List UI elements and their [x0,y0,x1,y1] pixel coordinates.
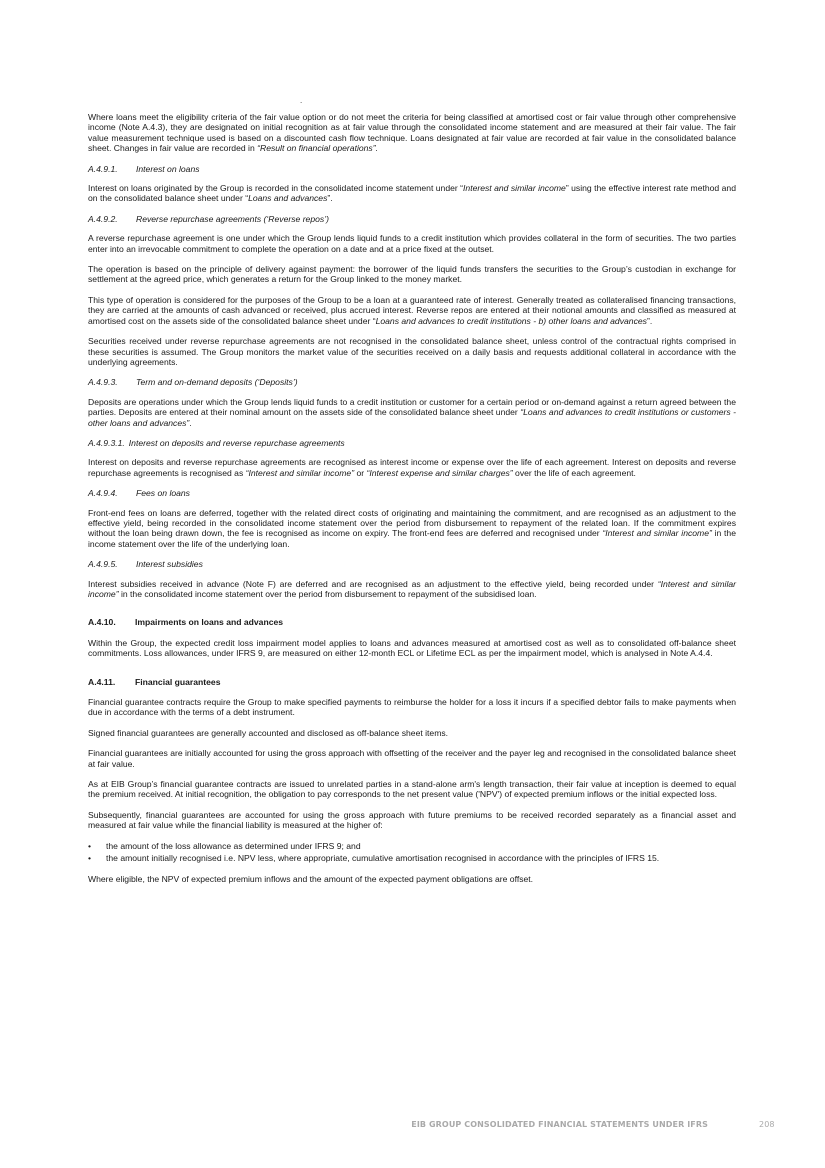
paragraph-reverse-repo-treatment: This type of operation is considered for the purposes of the Group to be a loan at a guaranteed rate of interest. Generally treated as collateralised financing transactions, they are carried at the amounts of cash advanced or received, plus accrued interest. Reverse repos are entered at their notional amounts and classified as measured at amortised cost on the assets side of the consolidated balance sheet under “Loans and advances to credit institutions - b) other loans and advances”. [88,294,736,326]
subsection-heading-a4931: A.4.9.3.1. Interest on deposits and reverse repurchase agreements [88,437,345,448]
subsection-heading-a493: A.4.9.3. Term and on-demand deposits (‘Deposits’) [88,377,298,388]
paragraph-reverse-repo-securities: Securities received under reverse repurchase agreements are not recognised in the consolidated balance sheet, unless control of the contractual rights comprised in these securities is assumed. The Group monitors the market value of the securities received on a daily basis and requests additional collateral in accordance with the underlying agreements. [88,336,736,367]
paragraph-impairments: Within the Group, the expected credit loss impairment model applies to loans and advances measured at amortised cost as well as to consolidated off-balance sheet commitments. Loss allowances, under IFRS 9, are measured on either 12-month ECL or Lifetime ECL as per the impairment model, which is analysed in Note A.4.4. [88,637,736,659]
document-body [88,112,736,894]
section-heading-a410: A.4.10. Impairments on loans and advances [88,617,284,628]
paragraph-interest-subsidies: Interest subsidies received in advance (Note F) are deferred and are recognised as an adjustment to the effective yield, being recorded under “Interest and similar income” in the consolidated income statement over the period from disbursement to repayment of the subsidised loan. [88,578,736,599]
subsection-heading-a492: A.4.9.2. Reverse repurchase agreements (‘Reverse repos’) [88,213,329,224]
stray-mark: . [300,96,303,105]
paragraph-guarantee-subsequent: Subsequently, financial guarantees are accounted for using the gross approach with future premiums to be received recorded separately as a financial asset and measured at fair value while the financial liability is measured at the higher of: [88,809,736,831]
page-number: 208 [759,1120,775,1129]
paragraph-guarantee-definition: Financial guarantee contracts require the Group to make specified payments to reimburse the holder for a loss it incurs if a specified debtor fails to make payments when due in accordance with the terms of a debt instrument. [88,697,736,718]
paragraph-interest-on-loans: Interest on loans originated by the Group is recorded in the consolidated income statement under “Interest and similar income” using the effective interest rate method and on the consolidated balance sheet under “Loans and advances”. [88,183,736,204]
list-item: • the amount of the loss allowance as determined under IFRS 9; and [88,841,736,851]
paragraph-guarantee-off-balance: Signed financial guarantees are generally accounted and disclosed as off-balance sheet items. [88,727,449,738]
subsection-heading-a495: A.4.9.5. Interest subsidies [88,559,203,570]
paragraph-guarantee-fair-value: As at EIB Group’s financial guarantee contracts are issued to unrelated parties in a stand-alone arm's length transaction, their fair value at inception is deemed to equal the premium received. At initial recognition, the obligation to pay corresponds to the net present value ('NPV') of expected premium inflows or the initial expected loss. [88,779,736,800]
paragraph-reverse-repo-definition: A reverse repurchase agreement is one under which the Group lends liquid funds to a credit institution which provides collateral in the form of securities. The two parties enter into an irrevocable commitment to complete the operation on a date and at a price fixed at the outset. [88,233,736,254]
paragraph-guarantee-initial: Financial guarantees are initially accounted for using the gross approach with offsetting of the receiver and the payer leg and recognised in the consolidated balance sheet at fair value. [88,748,736,769]
paragraph-deposits: Deposits are operations under which the Group lends liquid funds to a credit institution or customer for a certain period or on-demand against a return agreed between the parties. Deposits are entered at their nominal amount on the assets side of the consolidated balance sheet under “Loans and advances to credit institutions or customers - other loans and advances”. [88,396,736,428]
guarantee-measurement-list [88,841,736,864]
paragraph-guarantee-offset: Where eligible, the NPV of expected premium inflows and the amount of the expected payment obligations are offset. [88,873,534,884]
list-item: • the amount initially recognised i.e. NPV less, where appropriate, cumulative amortisation recognised in accordance with the principles of IFRS 15. [88,853,736,863]
paragraph-reverse-repo-operation: The operation is based on the principle of delivery against payment: the borrower of the liquid funds transfers the securities to the Group’s custodian in exchange for settlement at the agreed price, which generates a return for the Group linked to the money market. [88,264,736,285]
paragraph-interest-on-deposits: Interest on deposits and reverse repurchase agreements are recognised as interest income or expense over the life of each agreement. Interest on deposits and reverse repurchase agreements is recognised as “Interest and similar income” or “Interest expense and similar charges” over the life of each agreement. [88,457,736,478]
paragraph-fees-on-loans: Front-end fees on loans are deferred, together with the related direct costs of originating and maintaining the commitment, and are recognised as an adjustment to the effective yield, being recorded in the consolidated income statement over the period from disbursement to repayment of the related loan. If the commitment expires without the loan being drawn down, the fee is recognised as income on expiry. The front-end fees are deferred and recognised under “Interest and similar income” in the income statement over the life of the underlying loan. [88,507,736,549]
section-heading-a411: A.4.11. Financial guarantees [88,676,221,687]
intro-paragraph: Where loans meet the eligibility criteria of the fair value option or do not meet the criteria for being classified at amortised cost or fair value through other comprehensive income (Note A.4.3), they are designated on initial recognition as at fair value through the consolidated income statement and are measured at their fair value. The fair value measurement technique used is based on a discounted cash flow technique. Loans designated at fair value are recorded at fair value in the consolidated balance sheet. Changes in fair value are recorded in “Result on financial operations”. [88,112,736,154]
page-footer [0,1120,825,1134]
footer-title: EIB GROUP CONSOLIDATED FINANCIAL STATEMENTS UNDER IFRS [411,1120,708,1129]
subsection-heading-a491: A.4.9.1. Interest on loans [88,163,200,174]
subsection-heading-a494: A.4.9.4. Fees on loans [88,488,190,499]
